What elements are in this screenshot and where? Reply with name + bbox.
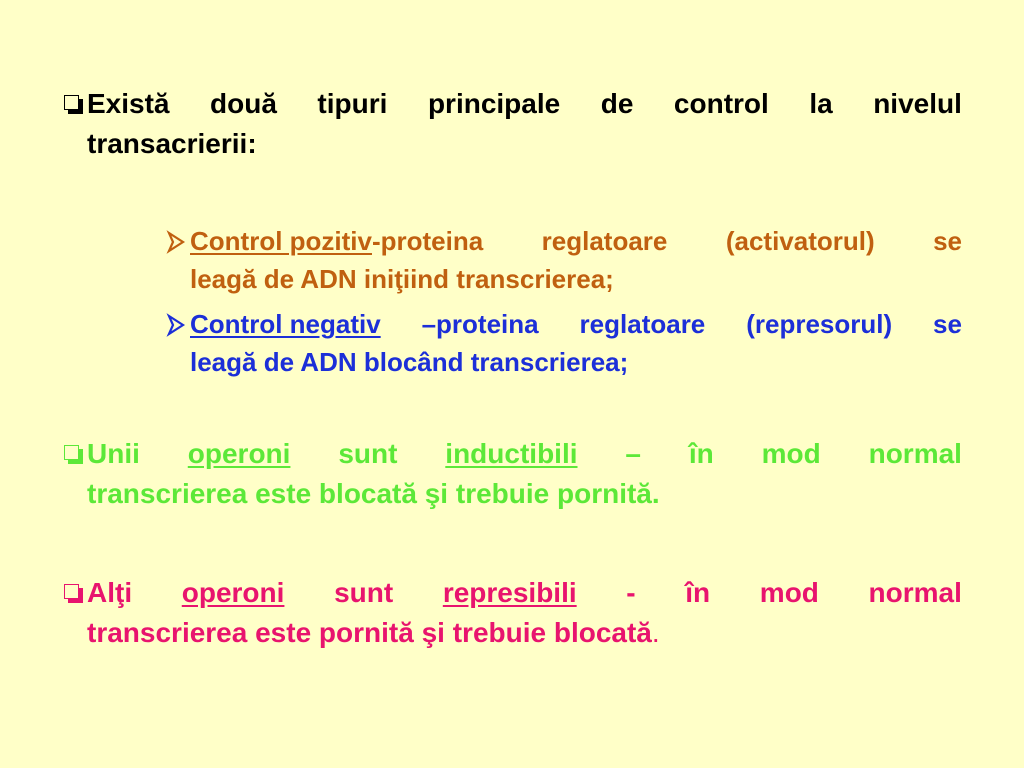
word: reglatoare (579, 309, 706, 339)
word: –proteina (421, 309, 539, 339)
bullet-line-2: transacrierii: (87, 128, 257, 159)
bullet-line-2: transcrierea este blocată şi trebuie pornită. (87, 478, 660, 509)
word: două (210, 88, 277, 119)
term-negative-control: Control negativ (190, 309, 381, 339)
word: principale (427, 88, 561, 119)
word: (represorul) (746, 309, 893, 339)
word: mod (759, 577, 819, 608)
word: Alţi (87, 577, 133, 608)
bullet-inducible-operons (64, 434, 962, 514)
term-operons: operoni (181, 577, 285, 608)
bullet-line-1 (87, 84, 962, 124)
bullet-line-2: leagă de ADN iniţiind transcrierea; (190, 264, 614, 294)
bullet-line-2 (87, 613, 962, 653)
checkbox-square-icon (64, 445, 79, 460)
word: tipuri (317, 88, 388, 119)
line-text: transcrierea este pornită şi trebuie blocată (87, 617, 652, 648)
bullet-transcription-control-types (64, 84, 962, 164)
bullet-line-1 (190, 222, 962, 260)
checkbox-square-icon (64, 584, 79, 599)
word: nivelul (873, 88, 962, 119)
word: Unii (87, 438, 140, 469)
word: – (625, 438, 641, 469)
bullet-repressible-operons (64, 573, 962, 653)
bullet-line-1 (87, 434, 962, 474)
arrowhead-icon (166, 224, 186, 258)
word: normal (868, 438, 962, 469)
bullet-line-1 (87, 573, 962, 613)
bullet-negative-control (166, 305, 962, 381)
word: -proteina (371, 226, 484, 256)
word: sunt (334, 577, 394, 608)
term-positive-control: Control pozitiv (190, 226, 372, 256)
word: de (600, 88, 634, 119)
bullet-positive-control (166, 222, 962, 298)
period: . (651, 617, 660, 648)
word: Există (87, 88, 170, 119)
word: se (933, 226, 962, 256)
term-operons: operoni (187, 438, 291, 469)
word: sunt (338, 438, 398, 469)
word: în (685, 577, 711, 608)
word: la (809, 88, 833, 119)
word: se (933, 309, 962, 339)
word: control (673, 88, 769, 119)
bullet-line-1 (190, 305, 962, 343)
term-repressible: represibili (442, 577, 577, 608)
term-inducible: inductibili (445, 438, 578, 469)
word: mod (761, 438, 821, 469)
word: reglatoare (541, 226, 668, 256)
word: - (626, 577, 636, 608)
word: în (688, 438, 714, 469)
bullet-line-2: leagă de ADN blocând transcrierea; (190, 347, 629, 377)
word: (activatorul) (725, 226, 875, 256)
word: normal (868, 577, 962, 608)
checkbox-square-icon (64, 95, 79, 110)
arrowhead-icon (166, 307, 186, 341)
